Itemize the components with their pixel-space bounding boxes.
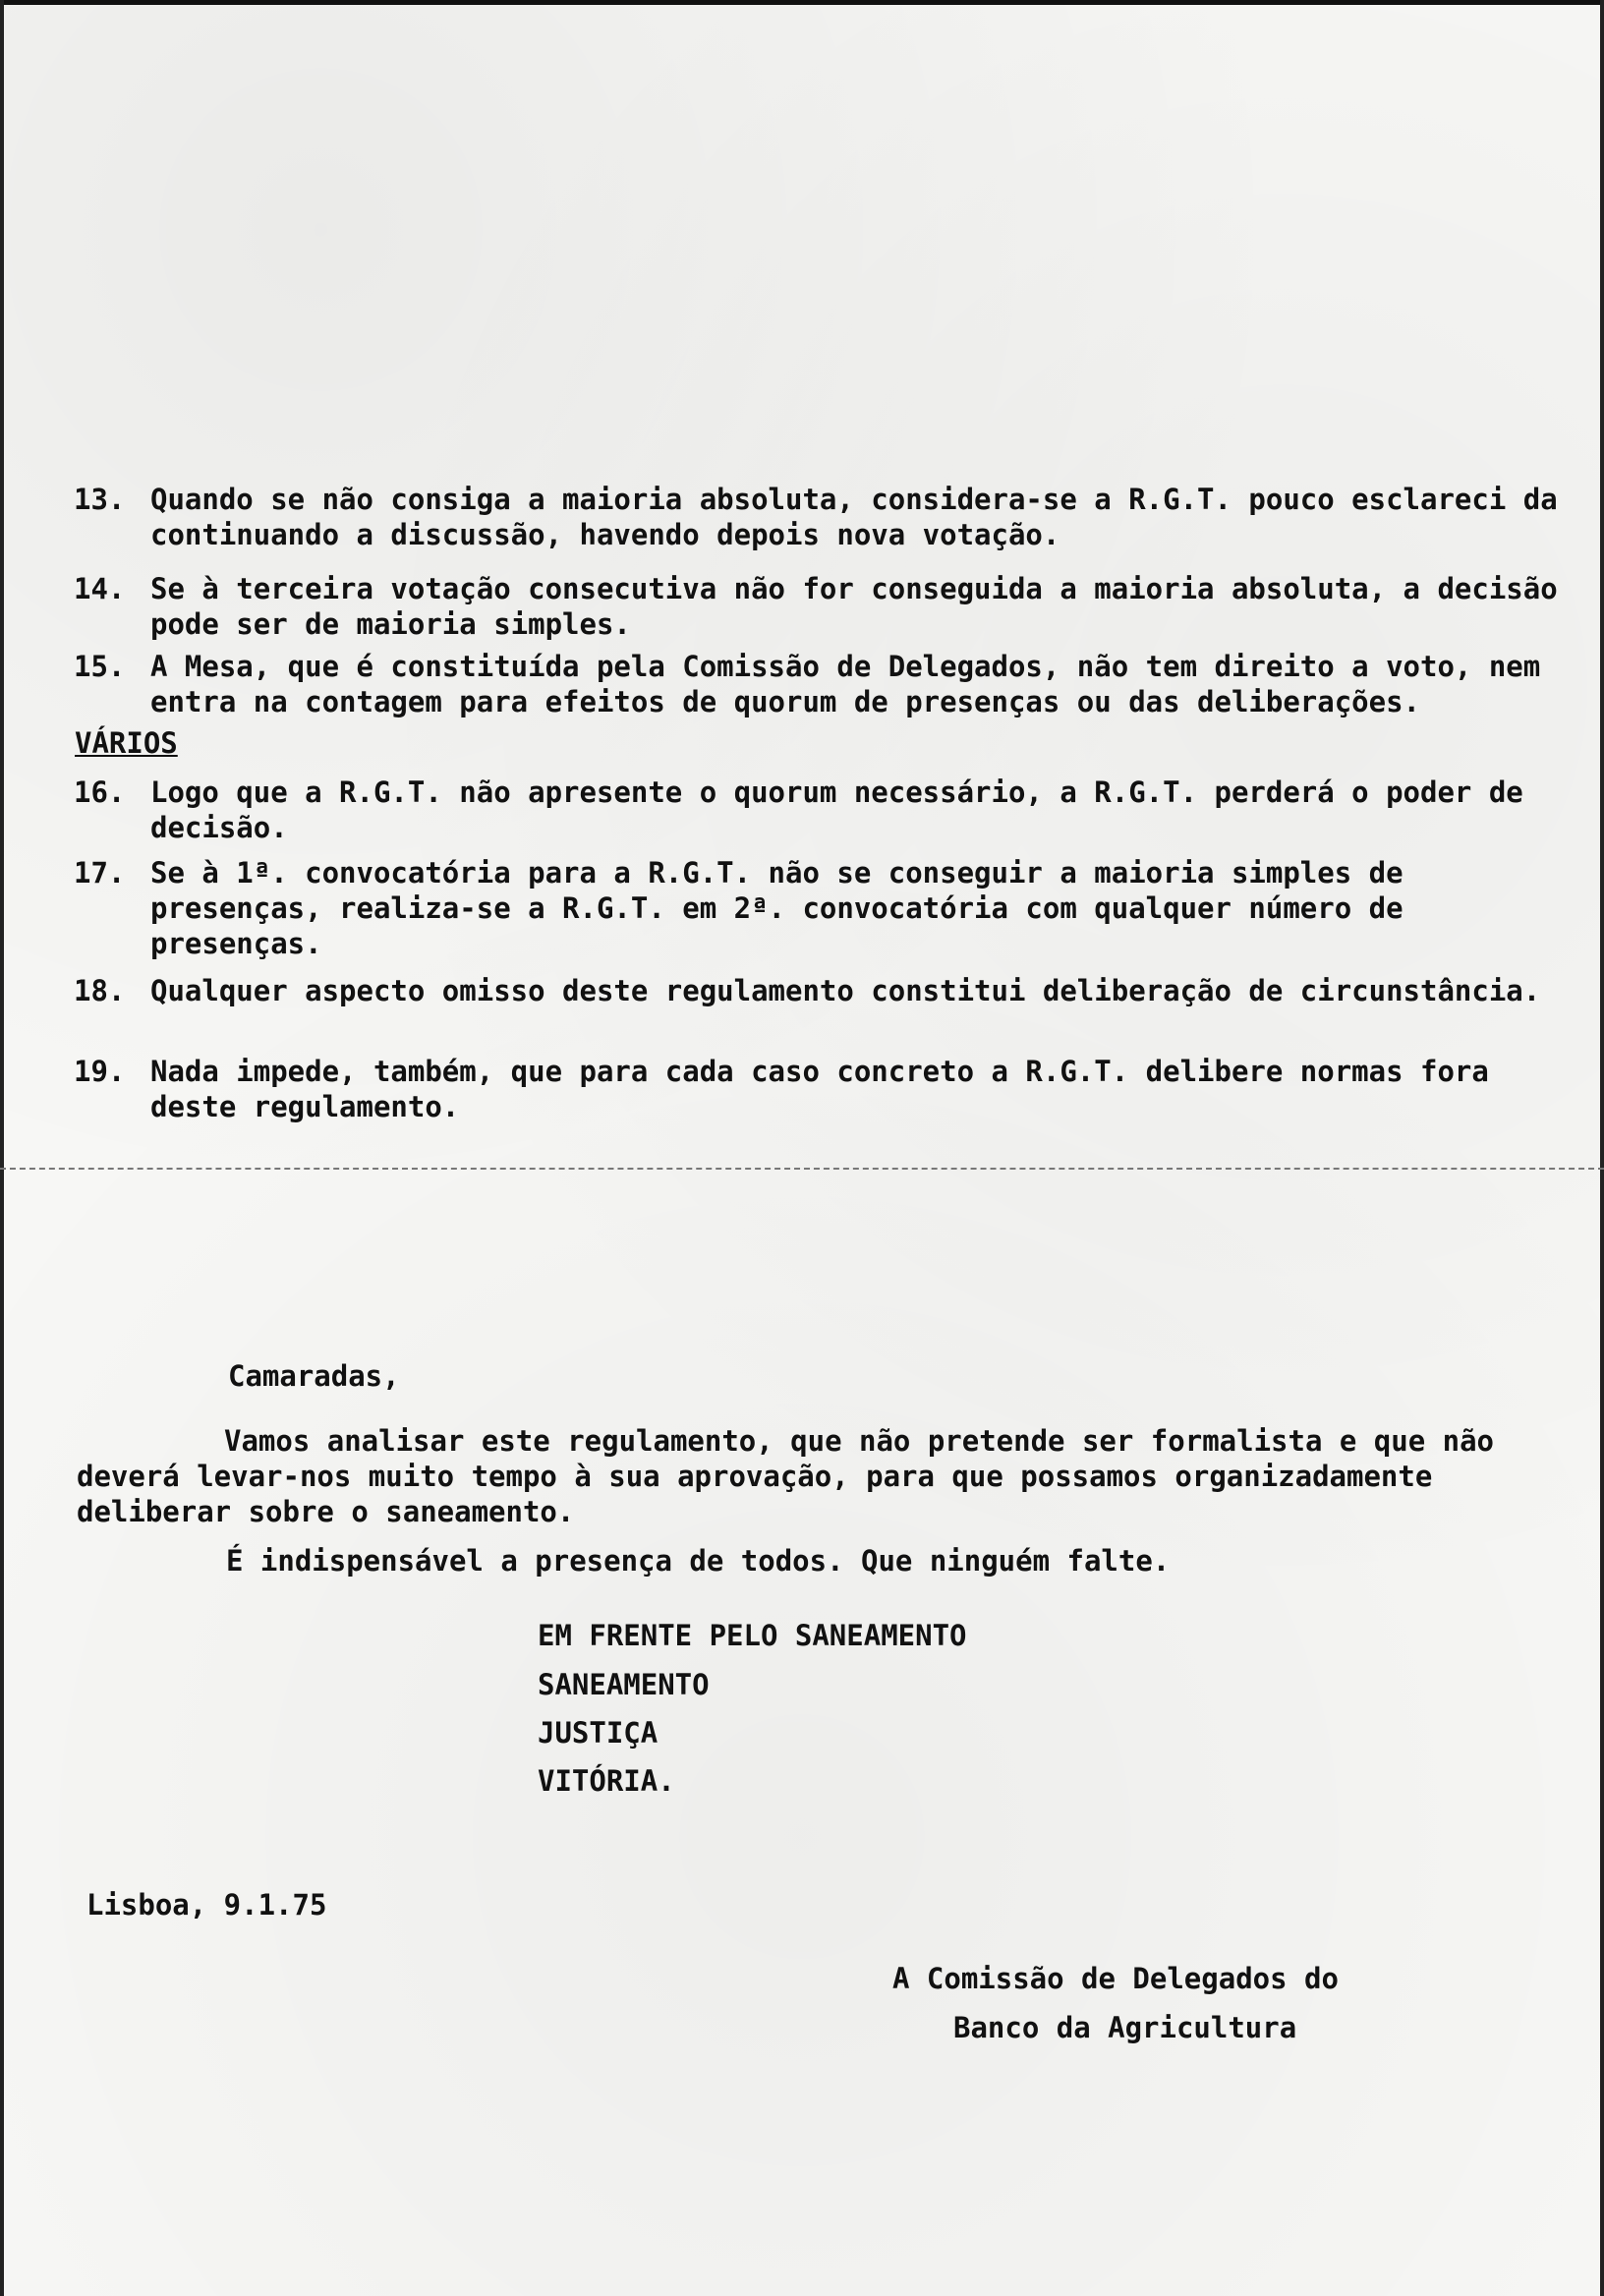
greeting: Camaradas, [228, 1359, 400, 1393]
rule-text: A Mesa, que é constituída pela Comissão de Delegados, não tem direito a voto, nem entra na contagem para efeitos de quorum de presenças ou das deliberações. [150, 650, 1541, 718]
rule-number: 16. [74, 775, 126, 809]
rule-number: 17. [74, 856, 126, 890]
page-right-edge [1600, 0, 1604, 2296]
slogan-line: VITÓRIA. [538, 1764, 675, 1798]
rule-item-15 [74, 649, 1568, 719]
rule-number: 18. [74, 974, 126, 1007]
call-to-attend: É indispensável a presença de todos. Que ninguém falte. [226, 1544, 1171, 1578]
rule-item-13 [74, 482, 1568, 552]
rule-item-19 [74, 1054, 1568, 1124]
place-date: Lisboa, 9.1.75 [86, 1888, 327, 1922]
rule-number: 13. [74, 483, 126, 516]
page-top-edge [0, 0, 1604, 5]
separator-line [0, 1168, 1604, 1170]
rule-text: Logo que a R.G.T. não apresente o quorum necessário, a R.G.T. perderá o poder de decisão. [150, 775, 1523, 844]
rule-text: Se à terceira votação consecutiva não for conseguida a maioria absoluta, a decisão pode ser de maioria simples. [150, 572, 1558, 641]
signature-line-1: A Comissão de Delegados do [892, 1962, 1339, 1995]
rule-number: 15. [74, 650, 126, 683]
slogan-line: SANEAMENTO [538, 1668, 710, 1701]
rule-text: Nada impede, também, que para cada caso concreto a R.G.T. delibere normas fora deste regulamento. [150, 1055, 1489, 1123]
rule-item-18 [74, 973, 1568, 1008]
rule-item-16 [74, 775, 1568, 845]
slogan-line: EM FRENTE PELO SANEAMENTO [538, 1619, 967, 1652]
signature-line-2: Banco da Agricultura [953, 2011, 1297, 2044]
rule-number: 14. [74, 572, 126, 605]
closing-paragraph: Vamos analisar este regulamento, que não pretende ser formalista e que não deverá levar-nos muito tempo à sua aprovação, para que possamos organizadamente deliberar sobre o saneamento. [77, 1424, 1495, 1528]
rule-number: 19. [74, 1055, 126, 1088]
section-heading: VÁRIOS [75, 726, 178, 760]
rule-item-14 [74, 571, 1568, 642]
rule-text: Quando se não consiga a maioria absoluta, considera-se a R.G.T. pouco esclareci da continuando a discussão, havendo depois nova votação. [150, 483, 1558, 551]
slogan-line: JUSTIÇA [538, 1716, 659, 1750]
rule-text: Qualquer aspecto omisso deste regulamento constitui deliberação de circunstância. [150, 974, 1541, 1007]
rule-item-17 [74, 855, 1568, 961]
page-left-edge [0, 0, 4, 2296]
rule-text: Se à 1ª. convocatória para a R.G.T. não se conseguir a maioria simples de presenças, realiza-se a R.G.T. em 2ª. convocatória com qualquer número de presenças. [150, 856, 1404, 960]
